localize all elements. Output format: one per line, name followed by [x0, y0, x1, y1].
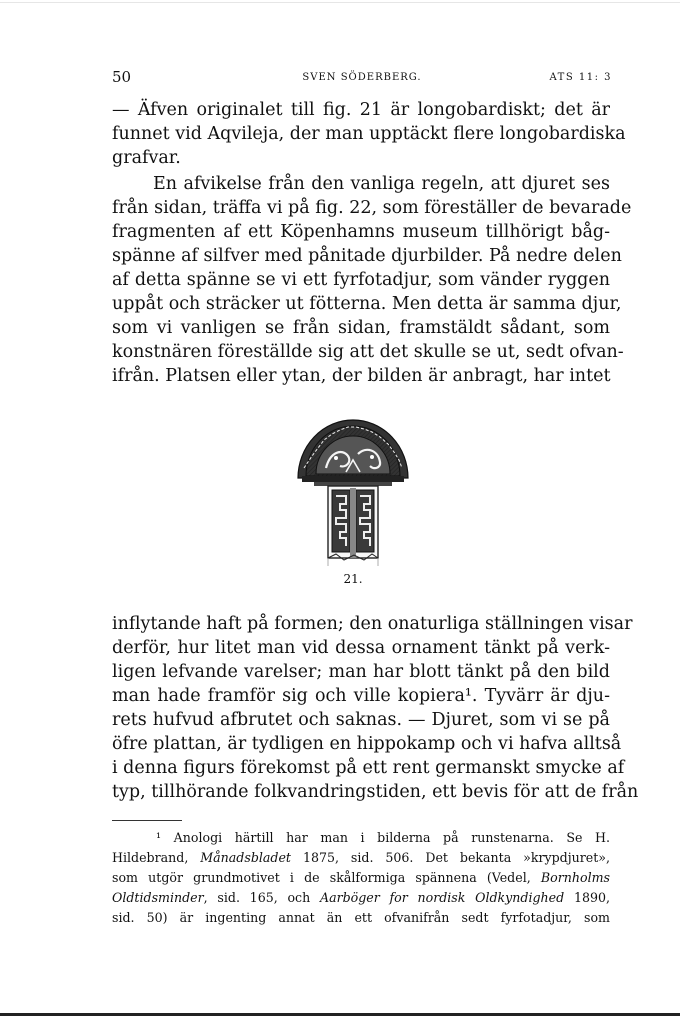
footnote-line [156, 828, 610, 848]
text-line: af detta spänne se vi ett fyrfotadjur, som vänder ryggen [112, 270, 610, 290]
text-line: man hade framför sig och ville kopiera¹. Tyvärr är dju- [112, 686, 610, 706]
running-title: SVEN SÖDERBERG. [302, 72, 422, 83]
footnote-title: Oldtidsminder [112, 890, 204, 905]
text-line: som vi vanligen se från sidan, framstäldt sådant, som [112, 318, 610, 338]
footnote-marker: ¹ [156, 830, 162, 845]
top-edge-line [0, 2, 680, 3]
text-line: En afvikelse från den vanliga regeln, att djuret ses [153, 174, 610, 194]
footnote-text: Hildebrand, [112, 850, 189, 865]
footnote-title: Månadsbladet [200, 850, 291, 865]
text-line: spänne af silfver med pånitade djurbilder. På nedre delen [112, 246, 622, 266]
text-line: öfre plattan, är tydligen en hippokamp och vi hafva alltså [112, 734, 622, 754]
figure-caption: 21. [343, 572, 363, 586]
text-line: — Äfven originalet till fig. 21 är longobardiskt; det är [112, 100, 610, 120]
brooch-drawing [296, 408, 410, 568]
footnote-line [112, 868, 610, 888]
footnote-line [112, 888, 610, 908]
footnote-text: 1890, [573, 890, 610, 905]
text-line: konstnären föreställde sig att det skulle se ut, sedt ofvan- [112, 342, 624, 362]
text-line: funnet vid Aqvileja, der man upptäckt flere longobardiska [112, 124, 626, 144]
footnote-text: Anologi härtill har man i bilderna på runstenarna. Se H. [173, 830, 610, 845]
text-line: i denna figurs förekomst på ett rent germanskt smycke af [112, 758, 625, 778]
text-line: grafvar. [112, 148, 181, 168]
footnote-line: sid. 50) är ingenting annat än ett ofvanifrån sedt fyrfotadjur, som [112, 910, 610, 925]
footnote-title: Bornholms [540, 870, 610, 885]
footnote-text: som utgör grundmotivet i de skålformiga spännena (Vedel, [112, 870, 531, 885]
text-line: uppåt och sträcker ut fötterna. Men detta är samma djur, [112, 294, 622, 314]
brooch-illustration [296, 408, 410, 568]
bottom-edge-line [0, 1013, 680, 1016]
text-line: fragmenten af ett Köpenhamns museum tillhörigt båg- [112, 222, 610, 242]
text-line: från sidan, träffa vi på fig. 22, som föreställer de bevarade [112, 198, 632, 218]
footnote-rule [112, 820, 182, 821]
series-reference: ATS 11: 3 [549, 72, 612, 83]
running-header [112, 68, 612, 88]
text-line: rets hufvud afbrutet och saknas. — Djuret, som vi se på [112, 710, 610, 730]
text-line: typ, tillhörande folkvandringstiden, ett bevis för att de från [112, 782, 639, 802]
text-line: ifrån. Platsen eller ytan, der bilden är anbragt, har intet [112, 366, 611, 386]
footnote-line [112, 848, 610, 868]
text-line: derför, hur litet man vid dessa ornament tänkt på verk- [112, 638, 610, 658]
footnote-text: , sid. 165, och [203, 890, 311, 905]
footnote-title: Aarböger for nordisk Oldkyndighed [319, 890, 565, 905]
text-line: inflytande haft på formen; den onaturliga ställningen visar [112, 614, 633, 634]
footnote-text: 1875, sid. 506. Det bekanta »krypdjuret», [302, 850, 610, 865]
page-number: 50 [112, 68, 132, 86]
text-line: ligen lefvande varelser; man har blott tänkt på den bild [112, 662, 610, 682]
